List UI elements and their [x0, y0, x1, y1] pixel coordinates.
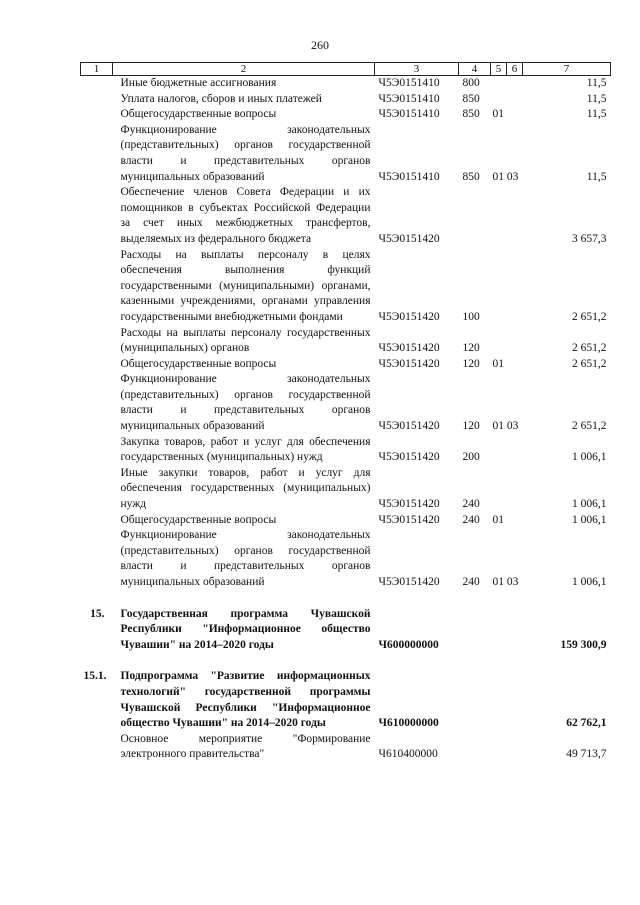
expense-group: 850	[462, 170, 480, 183]
row-number	[81, 185, 113, 247]
table-row	[81, 607, 611, 654]
target-code: Ч610400000	[378, 748, 438, 761]
target-code: Ч610000000	[378, 717, 439, 730]
section-code: 01 03	[492, 420, 519, 433]
row-name: Государственная программа Чувашской Республики "Информационное общество Чувашии" на 2014–2020 годы	[120, 607, 371, 651]
expense-group: 120	[462, 420, 480, 433]
section-code	[491, 669, 523, 731]
expense-group: 240	[462, 513, 480, 526]
table-row	[81, 669, 611, 731]
row-number	[81, 357, 113, 373]
table-row	[81, 326, 611, 357]
section-code	[491, 76, 523, 92]
spacer-cell	[81, 591, 611, 607]
table-header-row	[81, 63, 611, 76]
target-code: Ч5Э0151410	[378, 108, 440, 121]
row-amount: 1 006,1	[572, 576, 607, 588]
column-header: 2	[113, 63, 375, 76]
expense-group: 800	[462, 77, 480, 89]
row-amount: 1 006,1	[572, 513, 607, 526]
column-header: 4	[459, 63, 491, 76]
column-header: 7	[523, 63, 611, 76]
section-code	[491, 326, 523, 357]
column-header: 5	[491, 63, 507, 76]
section-code	[491, 92, 523, 108]
table-row	[81, 76, 611, 92]
row-number	[81, 732, 113, 763]
target-code: Ч5Э0151420	[378, 498, 440, 511]
expense-group: 200	[462, 451, 480, 464]
expense-group	[459, 607, 491, 654]
row-number	[81, 435, 113, 466]
row-name: Общегосударственные вопросы	[120, 513, 277, 526]
expense-group: 100	[462, 310, 480, 323]
section-code	[491, 248, 523, 326]
target-code: Ч5Э0151420	[378, 420, 440, 433]
section-code: 01	[492, 357, 504, 370]
spacer-row	[81, 591, 611, 607]
row-name: Функционирование законодательных (представительных) органов государственной власти и представительных органов муниципальных образований	[120, 373, 371, 433]
row-number	[81, 123, 113, 185]
section-code: 01	[492, 108, 504, 121]
row-name: Иные бюджетные ассигнования	[120, 77, 277, 89]
table-row	[81, 185, 611, 247]
expense-group: 120	[462, 342, 480, 355]
row-number	[81, 107, 113, 123]
target-code: Ч5Э0151410	[378, 170, 440, 183]
row-number: 15.	[90, 607, 105, 620]
target-code: Ч5Э0151410	[378, 92, 440, 105]
section-code	[491, 435, 523, 466]
target-code: Ч5Э0151420	[378, 357, 440, 370]
row-number: 15.1.	[83, 670, 107, 683]
section-code	[491, 466, 523, 513]
row-amount: 159 300,9	[560, 638, 607, 651]
row-number	[81, 372, 113, 434]
row-amount: 11,5	[586, 108, 607, 121]
target-code: Ч5Э0151410	[378, 77, 440, 89]
row-name: Обеспечение членов Совета Федерации и их помощников в субъектах Российской Федерации за счет иных межбюджетных трансфертов, выделяемых из федерального бюджета	[120, 186, 371, 245]
target-code: Ч5Э0151420	[378, 310, 440, 323]
row-name: Основное мероприятие "Формирование электронного правительства"	[120, 732, 371, 761]
table-row	[81, 513, 611, 529]
expense-group: 240	[462, 498, 480, 511]
table-row	[81, 528, 611, 590]
table-row	[81, 466, 611, 513]
row-name: Общегосударственные вопросы	[120, 108, 277, 121]
expense-group: 850	[462, 108, 480, 121]
row-number	[81, 326, 113, 357]
row-name: Функционирование законодательных (представительных) органов государственной власти и представительных органов муниципальных образований	[120, 123, 371, 183]
row-number	[81, 248, 113, 326]
row-name: Расходы на выплаты персоналу в целях обеспечения выполнения функций государственными (муниципальными) органами, казенными учреждениями, органами управления государственными внебюджетными фондами	[120, 248, 371, 323]
expense-group	[459, 669, 491, 731]
row-name: Функционирование законодательных (представительных) органов государственной власти и представительных органов муниципальных образований	[120, 529, 371, 588]
row-amount: 1 006,1	[572, 498, 607, 511]
table-row	[81, 435, 611, 466]
row-amount: 11,5	[586, 77, 607, 89]
section-code	[491, 607, 523, 654]
page-number: 260	[311, 38, 329, 52]
table-row	[81, 92, 611, 108]
row-number	[81, 92, 113, 108]
row-amount: 2 651,2	[572, 342, 607, 355]
row-name: Закупка товаров, работ и услуг для обеспечения государственных (муниципальных) нужд	[120, 435, 371, 464]
row-amount: 11,5	[586, 170, 607, 183]
column-header: 1	[81, 63, 113, 76]
table-row	[81, 372, 611, 434]
row-amount: 62 762,1	[566, 717, 607, 730]
column-header: 6	[507, 63, 523, 76]
row-number	[81, 528, 113, 590]
target-code: Ч5Э0151420	[378, 232, 440, 245]
table-row	[81, 357, 611, 373]
target-code: Ч5Э0151420	[378, 342, 440, 355]
section-code: 01	[492, 513, 504, 526]
row-amount: 49 713,7	[566, 748, 607, 761]
expense-group	[459, 732, 491, 763]
row-amount: 2 651,2	[572, 310, 607, 323]
row-number	[81, 76, 113, 92]
spacer-row	[81, 653, 611, 669]
table-row	[81, 123, 611, 185]
expense-group: 850	[462, 92, 480, 105]
section-code	[491, 185, 523, 247]
table-row	[81, 732, 611, 763]
target-code: Ч5Э0151420	[378, 451, 440, 464]
row-amount: 11,5	[586, 92, 607, 105]
table-body	[81, 76, 611, 763]
row-amount: 2 651,2	[572, 420, 607, 433]
spacer-cell	[81, 653, 611, 669]
section-code: 01 03	[492, 170, 519, 183]
table-row	[81, 107, 611, 123]
column-header: 3	[375, 63, 459, 76]
section-code	[491, 732, 523, 763]
row-number	[81, 513, 113, 529]
budget-table	[80, 62, 611, 763]
row-amount: 2 651,2	[572, 357, 607, 370]
expense-group: 240	[462, 576, 480, 588]
row-number	[81, 466, 113, 513]
row-name: Расходы на выплаты персоналу государственных (муниципальных) органов	[120, 326, 371, 355]
target-code: Ч5Э0151420	[378, 576, 440, 588]
row-amount: 1 006,1	[572, 451, 607, 464]
row-amount: 3 657,3	[572, 232, 607, 245]
row-name: Уплата налогов, сборов и иных платежей	[120, 92, 322, 105]
row-name: Подпрограмма "Развитие информационных технологий" государственной программы Чувашской Республики "Информационное общество Чувашии" на 2014–2020 годы	[120, 670, 371, 730]
target-code: Ч600000000	[378, 638, 439, 651]
section-code: 01 03	[492, 576, 519, 588]
target-code: Ч5Э0151420	[378, 513, 440, 526]
expense-group	[459, 185, 491, 247]
row-name: Общегосударственные вопросы	[120, 357, 277, 370]
expense-group: 120	[462, 357, 480, 370]
table-row	[81, 248, 611, 326]
row-name: Иные закупки товаров, работ и услуг для обеспечения государственных (муниципальных) нужд	[120, 466, 371, 511]
